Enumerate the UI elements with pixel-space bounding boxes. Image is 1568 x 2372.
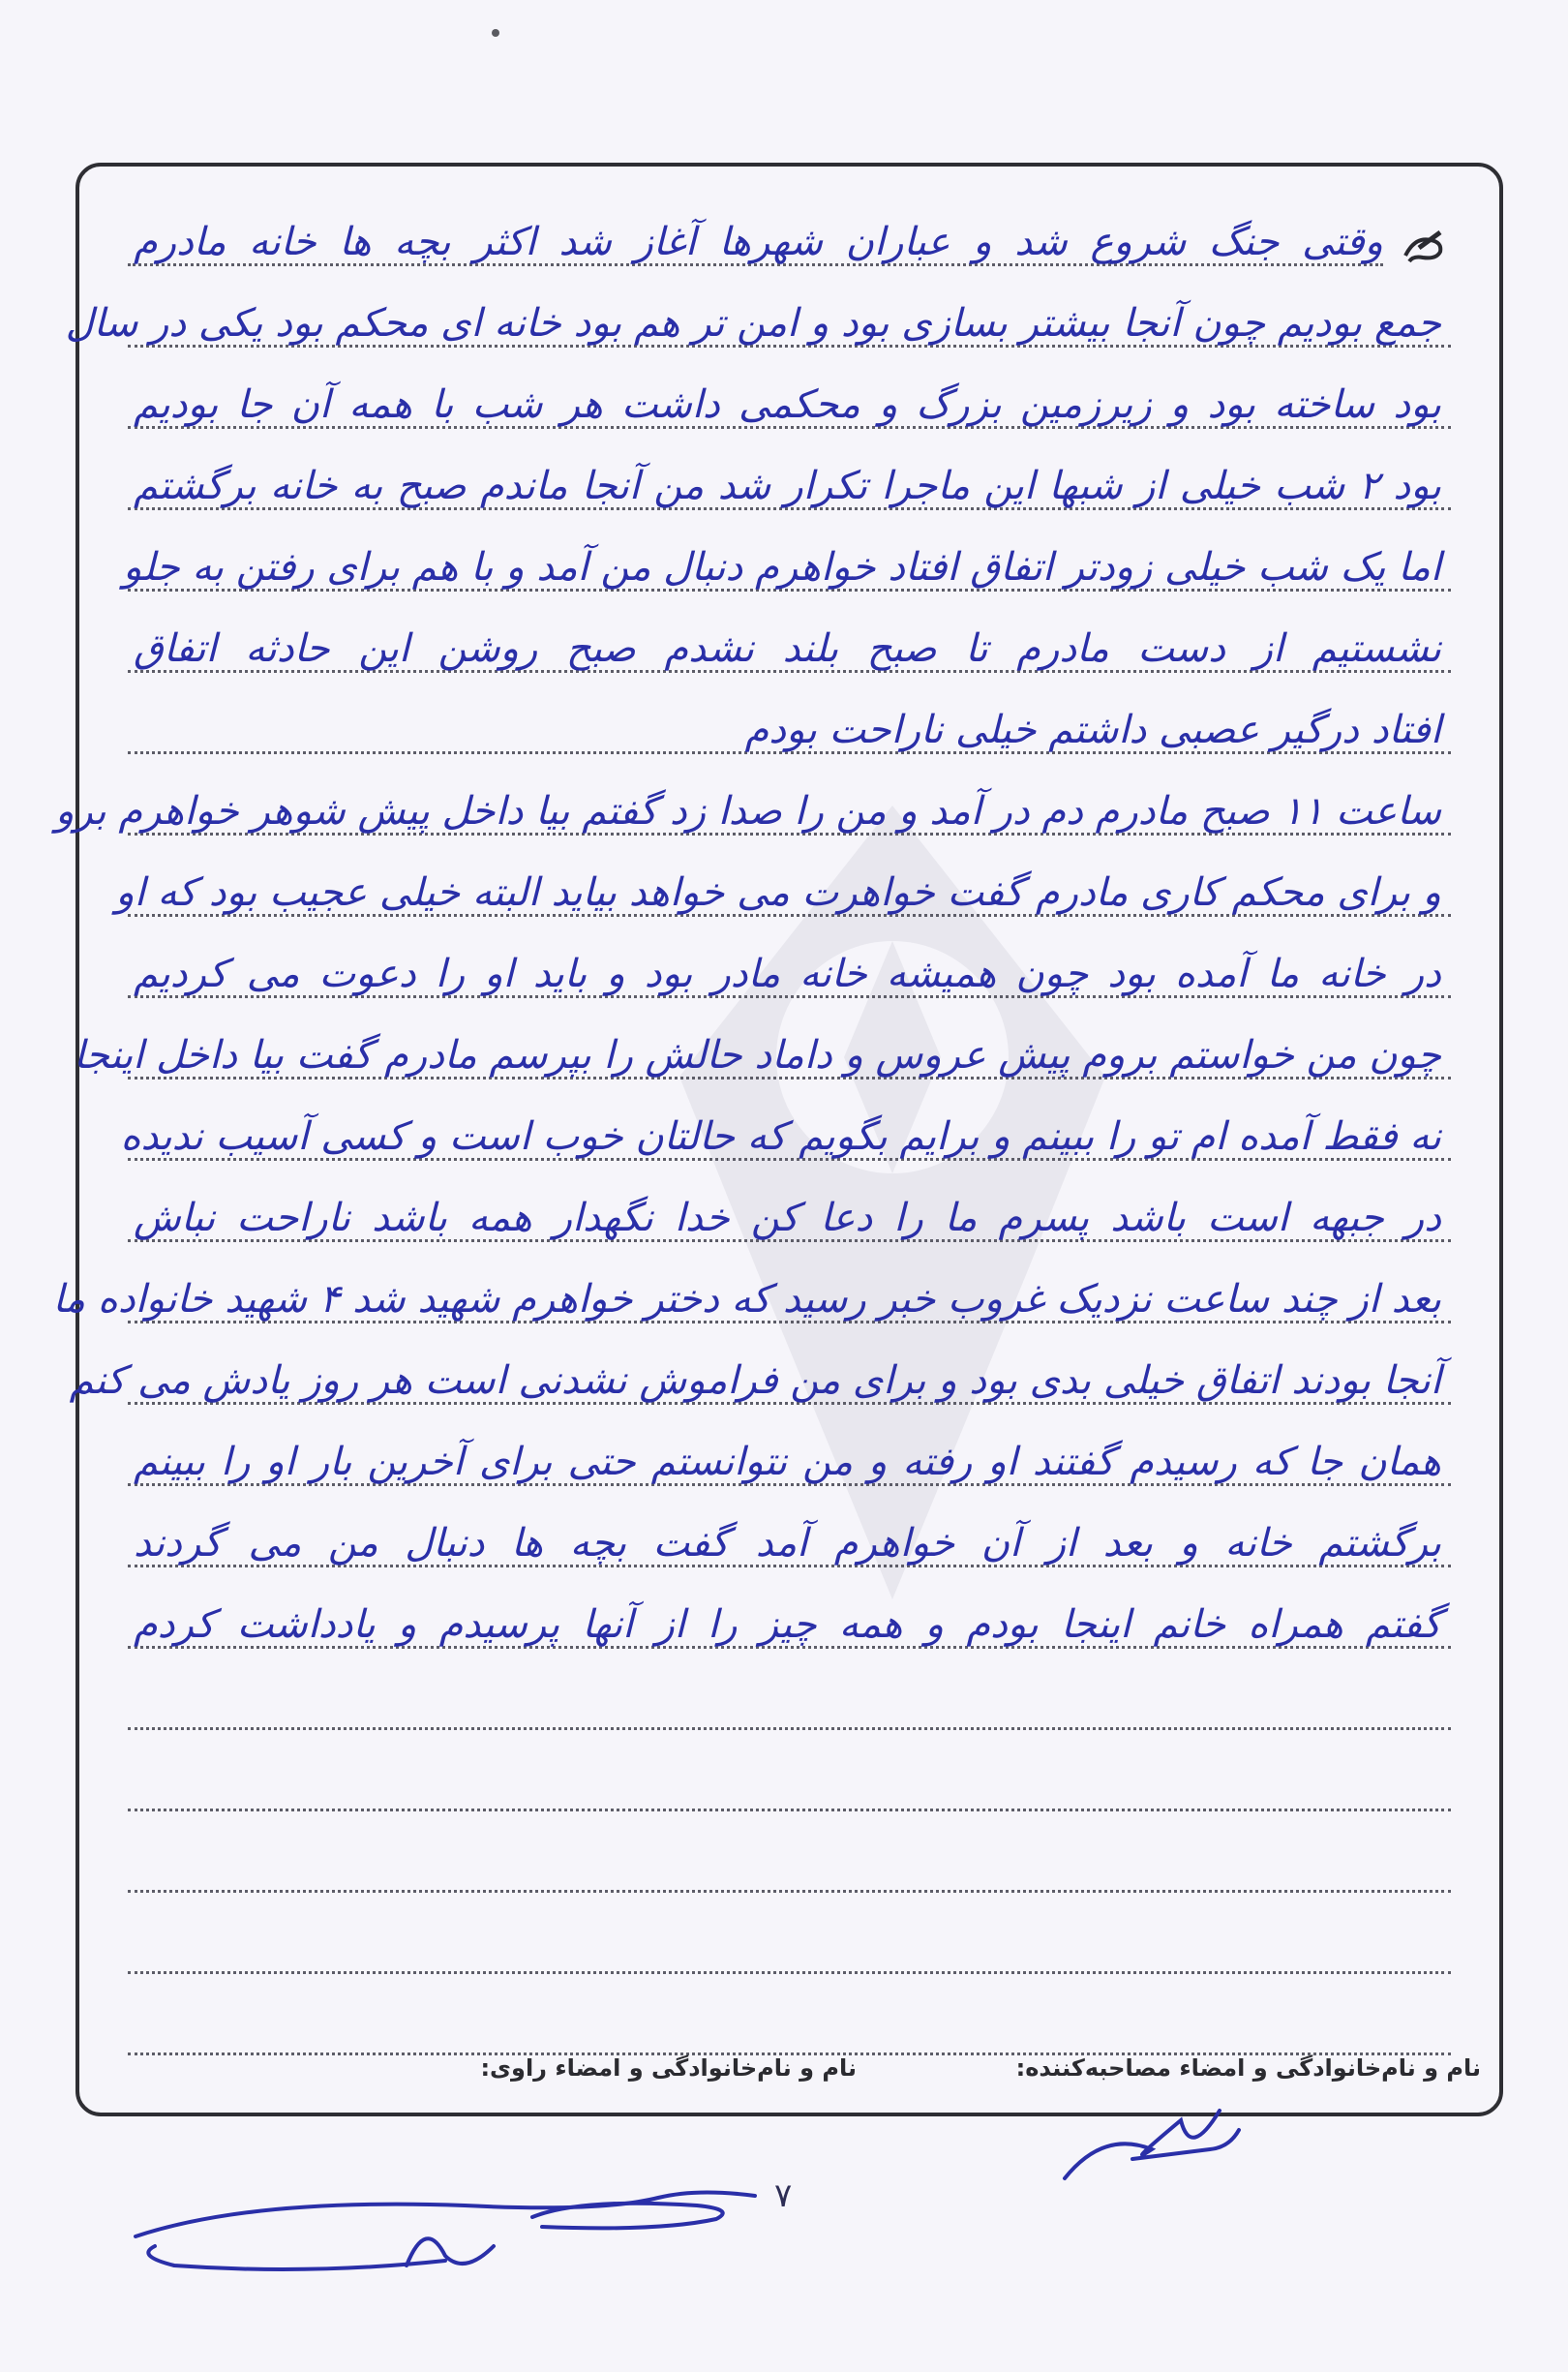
handwritten-line: برگشتم خانه و بعد از آن خواهرم آمد گفت بچه ها دنبال من می گردند (134, 1521, 1441, 1566)
handwritten-line: بعد از چند ساعت نزدیک غروب خبر رسید که دختر خواهرم شهید شد ۴ شهید خانواده ما (52, 1277, 1441, 1322)
handwritten-line: گفتم همراه خانم اینجا بودم و همه چیز را از آنها پرسیدم و یادداشت کردم (134, 1602, 1441, 1647)
transcript-frame (52, 163, 1503, 2116)
writing-rule (128, 1809, 1451, 1811)
narrator-signature (116, 2159, 794, 2285)
handwritten-line: اما یک شب خیلی زودتر اتفاق افتاد خواهرم دنبال من آمد و با هم برای رفتن به جلو (123, 545, 1441, 590)
handwritten-line: جمع بودیم چون آنجا بیشتر بسازی بود و امن تر هم بود خانه ای محکم بود یکی در سال (65, 301, 1441, 346)
ink-dot (492, 29, 499, 37)
handwritten-line: بود ساخته بود و زیرزمین بزرگ و محکمی داشت هر شب با همه آن جا بودیم (134, 382, 1441, 427)
writing-rule (128, 1727, 1451, 1730)
handwritten-line: نه فقط آمده ام تو را ببینم و برایم بگویم که حالتان خوب است و کسی آسیب ندیده (120, 1114, 1441, 1159)
handwritten-line: همان جا که رسیدم گفتند او رفته و من نتوانستم حتی برای آخرین بار او را ببینم (134, 1440, 1441, 1484)
narrator-signature-label: نام و نام‌خانوادگی و امضاء راوی: (480, 2054, 857, 2082)
handwritten-line: آنجا بودند اتفاق خیلی بدی بود و برای من فراموش نشدنی است هر روز یادش می کنم (69, 1358, 1441, 1403)
handwritten-line: چون من خواستم بروم پیش عروس و داماد حالش را بپرسم مادرم گفت بیا داخل اینجا (74, 1033, 1441, 1078)
interviewer-signature (1045, 2091, 1249, 2198)
writing-rule (128, 1971, 1451, 1974)
handwritten-line: ساعت ۱۱ صبح مادرم دم در آمد و من را صدا زد گفتم بیا داخل پیش شوهر خواهرم برو (55, 789, 1441, 834)
page-number: ۷ (774, 2176, 793, 2215)
handwritten-line: در خانه ما آمده بود چون همیشه خانه مادر بود و باید او را دعوت می کردیم (134, 952, 1441, 996)
handwritten-line: و برای محکم کاری مادرم گفت خواهرت می خواهد بیاید البته خیلی عجیب بود که او (115, 870, 1441, 915)
signature-labels (300, 2054, 1481, 2093)
handwritten-line: در جبهه است باشد پسرم ما را دعا کن خدا نگهدار همه باشد ناراحت نباش (134, 1196, 1441, 1240)
writing-rule (128, 1890, 1451, 1893)
handwritten-line: نشستیم از دست مادرم تا صبح بلند نشدم صبح روشن این حادثه اتفاق (134, 626, 1441, 671)
handwritten-line: وقتی جنگ شروع شد و عباران شهرها آغاز شد اکثر بچه ها خانه مادرم (134, 220, 1384, 264)
interviewer-signature-label: نام و نام‌خانوادگی و امضاء مصاحبه‌کننده: (1015, 2054, 1481, 2082)
handwritten-line: افتاد درگیر عصبی داشتم خیلی ناراحت بودم (744, 708, 1441, 752)
pen-writing-icon (1402, 227, 1446, 265)
handwritten-line: بود ۲ شب خیلی از شبها این ماجرا تکرار شد من آنجا ماندم صبح به خانه برگشتم (134, 464, 1441, 508)
